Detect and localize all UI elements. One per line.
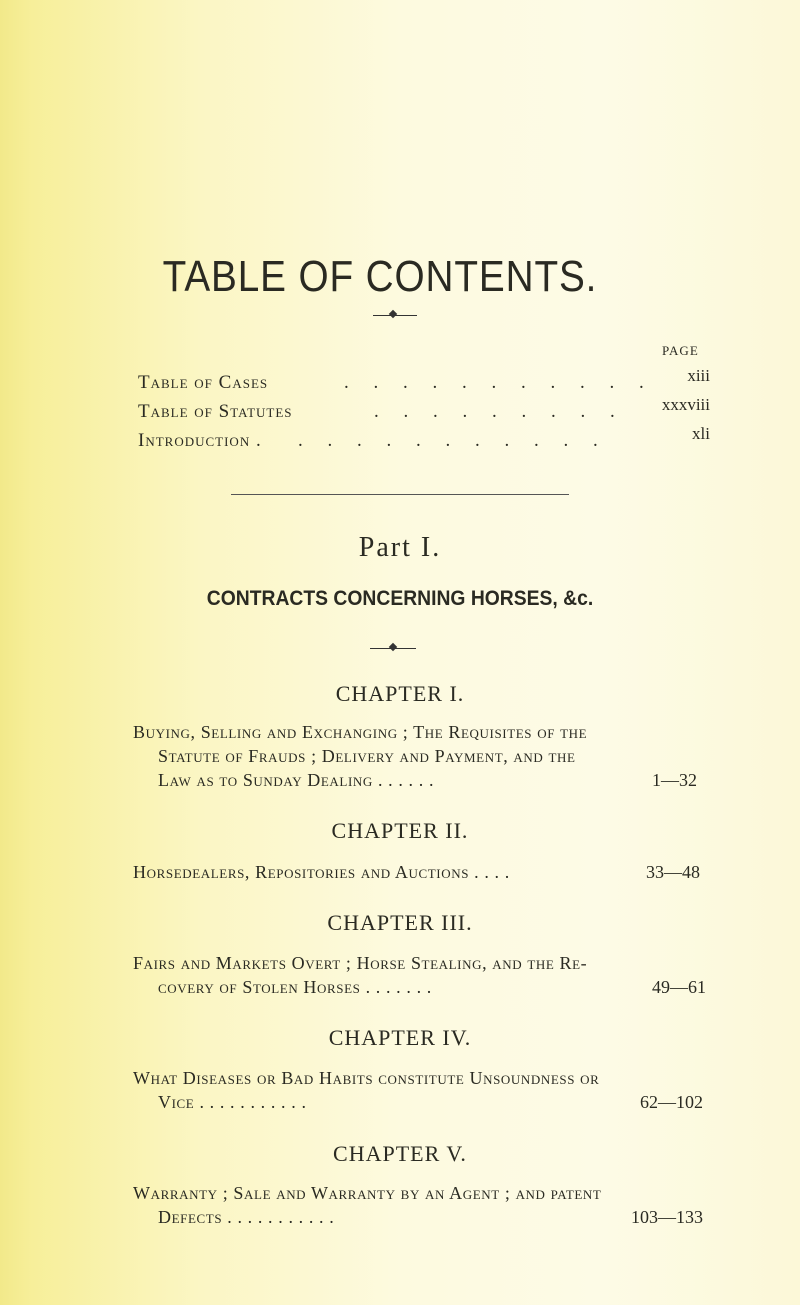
leader-dots: . . . . . . . . .: [374, 401, 625, 422]
chapter-5-pages: 103—133: [631, 1207, 703, 1227]
chapter-heading-2: CHAPTER II.: [331, 818, 469, 843]
part-title: Part I.: [358, 532, 442, 563]
page-title: TABLE OF CONTENTS.: [162, 252, 598, 301]
chapter-1-line-2: Statute of Frauds ; Delivery and Payment, and the: [158, 746, 576, 766]
front-matter-label: Table of Statutes: [138, 401, 293, 422]
chapter-4-pages: 62—102: [640, 1092, 703, 1112]
section-divider: [231, 494, 569, 495]
chapter-2-line-1: Horsedealers, Repositories and Auctions . . . .: [133, 862, 510, 882]
part-subtitle: CONTRACTS CONCERNING HORSES, &c.: [206, 587, 594, 610]
front-matter-page: xli: [692, 424, 710, 443]
chapter-4-line-1: What Diseases or Bad Habits constitute Unsoundness or: [133, 1068, 600, 1088]
front-matter-page: xxxviii: [661, 395, 710, 414]
chapter-2-pages: 33—48: [646, 862, 700, 882]
chapter-3-pages: 49—61: [652, 977, 706, 997]
chapter-5-line-2: Defects . . . . . . . . . . .: [158, 1207, 335, 1227]
chapter-4-line-2: Vice . . . . . . . . . . .: [158, 1092, 307, 1112]
chapter-heading-5: CHAPTER V.: [333, 1141, 467, 1166]
front-matter-page: xiii: [687, 366, 710, 385]
front-matter-label: Table of Cases: [138, 372, 269, 393]
chapter-heading-1: CHAPTER I.: [335, 681, 465, 706]
chapter-heading-4: CHAPTER IV.: [328, 1025, 472, 1050]
part-ornament: [370, 642, 416, 656]
leader-dots: . . . . . . . . . . .: [298, 430, 608, 451]
leader-dots: . . . . . . . . . . .: [344, 372, 654, 393]
page-column-heading: PAGE: [662, 343, 699, 358]
chapter-heading-3: CHAPTER III.: [327, 910, 473, 935]
chapter-3-line-2: covery of Stolen Horses . . . . . . .: [158, 977, 432, 997]
chapter-3-line-1: Fairs and Markets Overt ; Horse Stealing, and the Re-: [133, 953, 588, 973]
front-matter-row-statutes: [138, 395, 710, 425]
title-ornament: [373, 309, 417, 323]
front-matter-row-introduction: [138, 424, 710, 454]
chapter-5-line-1: Warranty ; Sale and Warranty by an Agent ; and patent: [133, 1183, 602, 1203]
front-matter-row-cases: [138, 366, 710, 396]
front-matter-label: Introduction .: [138, 430, 262, 451]
chapter-1-line-1: Buying, Selling and Exchanging ; The Requisites of the: [133, 722, 588, 742]
chapter-1-line-3: Law as to Sunday Dealing . . . . . .: [158, 770, 435, 790]
chapter-1-pages: 1—32: [652, 770, 697, 790]
